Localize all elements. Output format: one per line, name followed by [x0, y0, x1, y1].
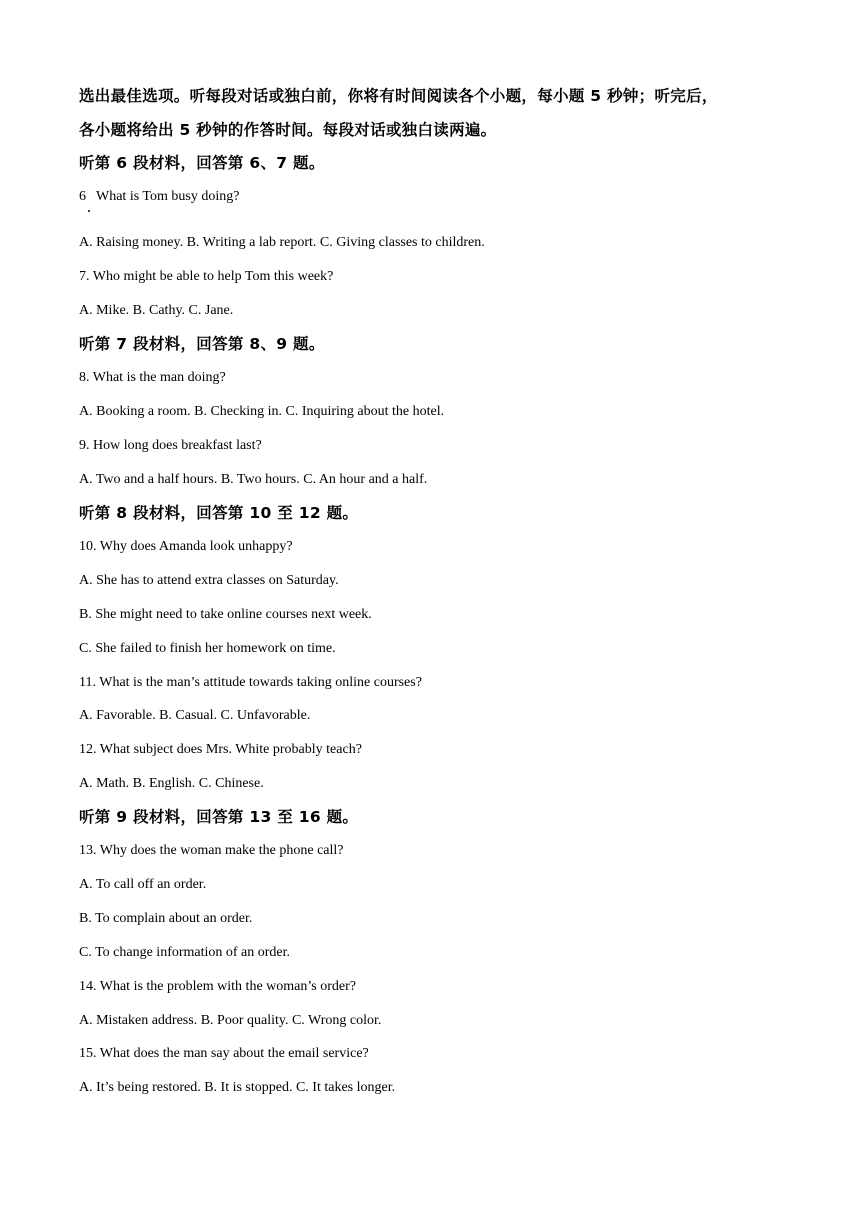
question-12: 12. What subject does Mrs. White probably teach? [79, 742, 362, 757]
question-10: 10. Why does Amanda look unhappy? [79, 539, 293, 554]
section-heading-8: 听第 8 段材料，回答第 10 至 12 题。 [79, 504, 359, 522]
question-10-option-a: A. She has to attend extra classes on Saturday. [79, 573, 339, 588]
question-9-options: A. Two and a half hours. B. Two hours. C. An hour and a half. [79, 472, 428, 487]
question-number: 6 [79, 189, 86, 204]
question-15-options: A. It’s being restored. B. It is stopped. C. It takes longer. [79, 1080, 396, 1095]
question-text: What is Tom busy doing? [96, 189, 240, 204]
question-13: 13. Why does the woman make the phone call? [79, 843, 344, 858]
question-6-options: A. Raising money. B. Writing a lab report. C. Giving classes to children. [79, 235, 485, 250]
question-7-options: A. Mike. B. Cathy. C. Jane. [79, 303, 234, 318]
instructions-line-2: 各小题将给出 5 秒钟的作答时间。每段对话或独白读两遍。 [79, 121, 497, 139]
question-12-options: A. Math. B. English. C. Chinese. [79, 776, 264, 791]
question-9: 9. How long does breakfast last? [79, 438, 262, 453]
question-14-options: A. Mistaken address. B. Poor quality. C. Wrong color. [79, 1013, 382, 1028]
section-heading-6: 听第 6 段材料，回答第 6、7 题。 [79, 154, 325, 172]
question-13-option-b: B. To complain about an order. [79, 911, 253, 926]
question-7: 7. Who might be able to help Tom this week? [79, 269, 334, 284]
question-15: 15. What does the man say about the email service? [79, 1046, 369, 1061]
question-11-options: A. Favorable. B. Casual. C. Unfavorable. [79, 708, 311, 723]
question-13-option-c: C. To change information of an order. [79, 945, 291, 960]
question-6 [79, 190, 239, 204]
instructions-line-1: 选出最佳选项。听每段对话或独白前，你将有时间阅读各个小题，每小题 5 秒钟；听完后， [79, 87, 718, 105]
punctuation-dot [88, 210, 90, 212]
question-11: 11. What is the man’s attitude towards taking online courses? [79, 675, 422, 690]
question-8: 8. What is the man doing? [79, 370, 226, 385]
question-13-option-a: A. To call off an order. [79, 877, 207, 892]
question-10-option-b: B. She might need to take online courses next week. [79, 607, 372, 622]
section-heading-7: 听第 7 段材料，回答第 8、9 题。 [79, 335, 325, 353]
question-14: 14. What is the problem with the woman’s order? [79, 979, 356, 994]
question-10-option-c: C. She failed to finish her homework on time. [79, 641, 336, 656]
question-8-options: A. Booking a room. B. Checking in. C. Inquiring about the hotel. [79, 404, 445, 419]
section-heading-9: 听第 9 段材料，回答第 13 至 16 题。 [79, 808, 359, 826]
